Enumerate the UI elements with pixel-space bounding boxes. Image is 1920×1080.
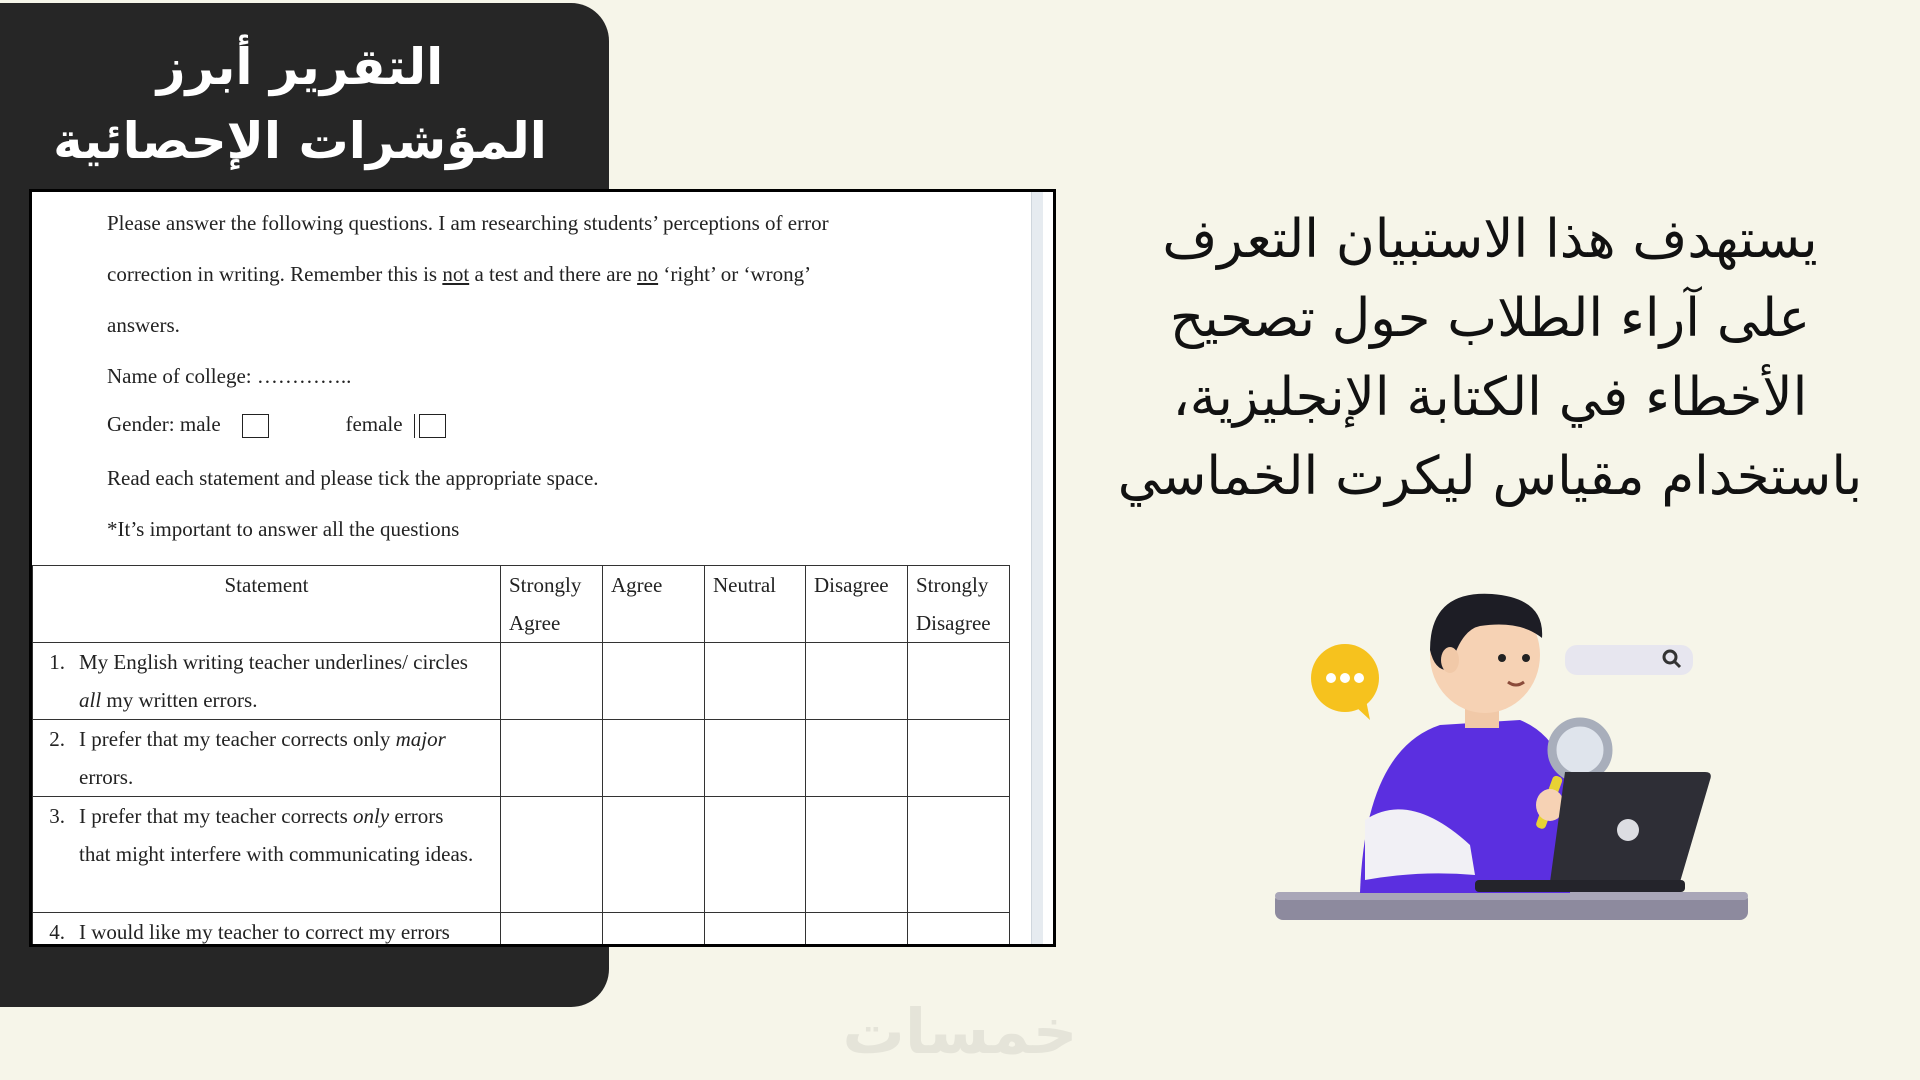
statement-part: I prefer that my teacher corrects only [79, 727, 396, 751]
panel-title [0, 30, 600, 178]
intro-text: a test and there are [469, 262, 638, 286]
statement-part: errors that might interfere with communicating ideas. [79, 804, 474, 866]
statement-part: My English writing teacher underlines/ circles [79, 650, 468, 674]
gender-row [107, 412, 446, 438]
row-number: 2. [49, 727, 65, 751]
response-cell[interactable] [501, 643, 603, 720]
response-cell[interactable] [603, 720, 705, 797]
person-laptop-illustration [1270, 590, 1760, 930]
gender-male-label: Gender: male [107, 412, 221, 436]
response-cell[interactable] [603, 643, 705, 720]
statement-emphasis: major [395, 727, 446, 751]
description-line-2: على آراء الطلاب حول تصحيح [1169, 288, 1811, 349]
response-cell[interactable] [806, 913, 908, 948]
response-cell[interactable] [501, 797, 603, 913]
row-number: 3. [49, 804, 65, 828]
table-row [33, 720, 1010, 797]
response-cell[interactable] [908, 797, 1010, 913]
document-scrollbar[interactable] [1031, 192, 1043, 944]
row-number: 4. [49, 920, 65, 944]
gender-female-label: female [345, 412, 403, 436]
statement-cell [33, 913, 501, 948]
response-cell[interactable] [501, 720, 603, 797]
header-disagree: Disagree [806, 566, 908, 643]
response-cell[interactable] [806, 797, 908, 913]
response-cell[interactable] [705, 643, 806, 720]
statement-text [79, 913, 477, 947]
response-cell[interactable] [908, 643, 1010, 720]
instruction-line: Read each statement and please tick the appropriate space. [107, 466, 599, 490]
statement-part: I prefer that my teacher corrects [79, 804, 354, 828]
response-cell[interactable] [705, 720, 806, 797]
statement-part: my written errors. [101, 688, 258, 712]
panel-title-line-1: التقرير أبرز [156, 38, 444, 96]
underlined-not: not [442, 262, 470, 286]
response-cell[interactable] [908, 720, 1010, 797]
intro-line-3: answers. [107, 313, 180, 337]
header-strongly-disagree: Strongly Disagree [908, 566, 1010, 643]
response-cell[interactable] [603, 913, 705, 948]
underlined-no: no [637, 262, 659, 286]
text-cursor [414, 414, 415, 438]
intro-line-2 [107, 262, 811, 287]
description-line-4: باستخدام مقياس ليكرت الخماسي [1117, 446, 1863, 507]
desk-top [1275, 892, 1748, 900]
person-eye [1522, 654, 1530, 662]
intro-text: ‘right’ or ‘wrong’ [658, 262, 812, 286]
response-cell[interactable] [603, 797, 705, 913]
response-cell[interactable] [908, 913, 1010, 948]
statement-emphasis: all [79, 688, 102, 712]
table-row [33, 913, 1010, 948]
description-text [1080, 200, 1900, 516]
intro-line-1: Please answer the following questions. I am researching students’ perceptions of error [107, 211, 829, 235]
chat-bubble-icon [1311, 644, 1379, 720]
response-cell[interactable] [806, 643, 908, 720]
statement-cell [33, 797, 501, 913]
response-cell[interactable] [501, 913, 603, 948]
statement-part: I would like my teacher to correct my errors [79, 920, 450, 944]
header-statement: Statement [33, 566, 501, 643]
likert-table [32, 565, 1010, 947]
response-cell[interactable] [806, 720, 908, 797]
intro-text: correction in writing. Remember this is [107, 262, 443, 286]
khamsat-logo: خمسات [842, 995, 1078, 1068]
person-eye [1498, 654, 1506, 662]
row-number: 1. [49, 650, 65, 674]
table-row [33, 797, 1010, 913]
statement-part: errors. [79, 765, 134, 789]
statement-text [79, 720, 477, 796]
statement-cell [33, 643, 501, 720]
search-icon [1565, 645, 1693, 675]
statement-emphasis: only [353, 804, 390, 828]
male-checkbox[interactable] [242, 414, 269, 438]
header-neutral: Neutral [705, 566, 806, 643]
statement-cell [33, 720, 501, 797]
panel-title-line-2: المؤشرات الإحصائية [53, 112, 547, 170]
description-line-1: يستهدف هذا الاستبيان التعرف [1162, 209, 1818, 270]
note-line: *It’s important to answer all the questions [107, 517, 460, 541]
statement-text [79, 797, 477, 873]
table-row [33, 643, 1010, 720]
statement-text [79, 643, 477, 719]
female-checkbox[interactable] [419, 414, 446, 438]
questionnaire-document [29, 189, 1056, 947]
person-ear [1441, 647, 1459, 673]
header-agree: Agree [603, 566, 705, 643]
description-line-3: الأخطاء في الكتابة الإنجليزية، [1172, 367, 1808, 428]
response-cell[interactable] [705, 797, 806, 913]
response-cell[interactable] [705, 913, 806, 948]
college-name-field: Name of college: ………….. [107, 364, 352, 388]
header-strongly-agree: Strongly Agree [501, 566, 603, 643]
table-header-row [33, 566, 1010, 643]
